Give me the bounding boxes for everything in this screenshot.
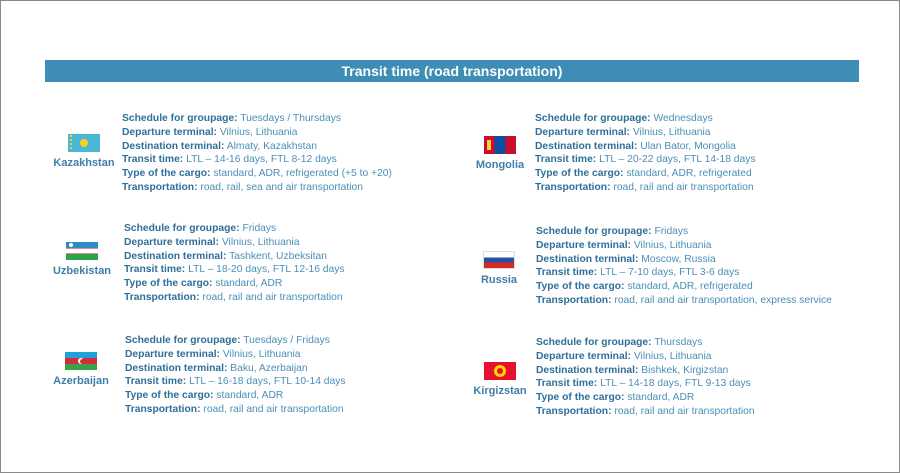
country-uzbekistan [46, 242, 118, 277]
departure-line: Departure terminal: Vilnius, Lithuania [125, 348, 301, 360]
destination-line: Destination terminal: Baku, Azerbaijan [125, 362, 308, 374]
country-name: Kazakhstan [53, 157, 115, 169]
details-uzbekistan [124, 222, 345, 305]
transit-line: Transit time: LTL – 20-22 days, FTL 14-18 days [535, 154, 756, 166]
details-mongolia [535, 112, 756, 195]
kazakhstan-flag-icon [68, 134, 100, 152]
destination-line: Destination terminal: Moscow, Russia [536, 253, 716, 265]
schedule-line: Schedule for groupage: Fridays [124, 223, 277, 234]
country-name: Uzbekistan [52, 265, 112, 277]
azerbaijan-flag-icon [65, 352, 97, 370]
schedule-line: Schedule for groupage: Thursdays [536, 337, 703, 348]
departure-line: Departure terminal: Vilnius, Lithuania [536, 239, 712, 251]
country-mongolia [464, 136, 536, 171]
details-russia [536, 225, 832, 308]
transport-line: Transportation: road, rail and air transportation, express service [536, 294, 832, 306]
destination-line: Destination terminal: Almaty, Kazakhstan [122, 140, 317, 152]
country-name: Russia [480, 274, 518, 286]
country-azerbaijan [45, 352, 117, 387]
schedule-line: Schedule for groupage: Fridays [536, 226, 689, 237]
destination-line: Destination terminal: Ulan Bator, Mongolia [535, 140, 736, 152]
country-name: Mongolia [475, 159, 525, 171]
kirgizstan-flag-icon [484, 362, 516, 380]
transit-line: Transit time: LTL – 14-18 days, FTL 9-13 days [536, 378, 751, 390]
mongolia-flag-icon [484, 136, 516, 154]
schedule-line: Schedule for groupage: Tuesdays / Fridays [125, 335, 330, 346]
uzbekistan-flag-icon [66, 242, 98, 260]
transport-line: Transportation: road, rail and air transportation [535, 181, 754, 193]
transport-line: Transportation: road, rail and air transportation [124, 291, 343, 303]
schedule-line: Schedule for groupage: Tuesdays / Thursdays [122, 113, 341, 124]
details-azerbaijan [125, 334, 346, 417]
transport-line: Transportation: road, rail and air transportation [536, 405, 755, 417]
transit-line: Transit time: LTL – 14-16 days, FTL 8-12 days [122, 154, 337, 166]
russia-flag-icon [483, 251, 515, 269]
details-kazakhstan [122, 112, 392, 195]
country-kirgizstan [464, 362, 536, 397]
transit-line: Transit time: LTL – 18-20 days, FTL 12-16 days [124, 264, 345, 276]
cargo-line: Type of the cargo: standard, ADR, refrigerated [536, 281, 753, 293]
cargo-line: Type of the cargo: standard, ADR [124, 278, 283, 290]
cargo-line: Type of the cargo: standard, ADR, refrigerated [535, 168, 752, 180]
country-name: Kirgizstan [473, 385, 527, 397]
departure-line: Departure terminal: Vilnius, Lithuania [124, 236, 300, 248]
cargo-line: Type of the cargo: standard, ADR [536, 392, 695, 404]
country-name: Azerbaijan [53, 375, 109, 387]
destination-line: Destination terminal: Tashkent, Uzbeksitan [124, 250, 327, 262]
departure-line: Departure terminal: Vilnius, Lithuania [122, 126, 298, 138]
transport-line: Transportation: road, rail and air transportation [125, 403, 344, 415]
country-russia [463, 251, 535, 286]
page-title: Transit time (road transportation) [45, 60, 859, 82]
transit-line: Transit time: LTL – 16-18 days, FTL 10-14 days [125, 376, 346, 388]
cargo-line: Type of the cargo: standard, ADR, refrigerated (+5 to +20) [122, 168, 392, 180]
country-kazakhstan [48, 134, 120, 169]
destination-line: Destination terminal: Bishkek, Kirgizstan [536, 364, 729, 376]
departure-line: Departure terminal: Vilnius, Lithuania [536, 350, 712, 362]
transit-line: Transit time: LTL – 7-10 days, FTL 3-6 days [536, 267, 740, 279]
details-kirgizstan [536, 336, 755, 419]
schedule-line: Schedule for groupage: Wednesdays [535, 113, 713, 124]
departure-line: Departure terminal: Vilnius, Lithuania [535, 126, 711, 138]
transport-line: Transportation: road, rail, sea and air transportation [122, 181, 363, 193]
cargo-line: Type of the cargo: standard, ADR [125, 390, 284, 402]
